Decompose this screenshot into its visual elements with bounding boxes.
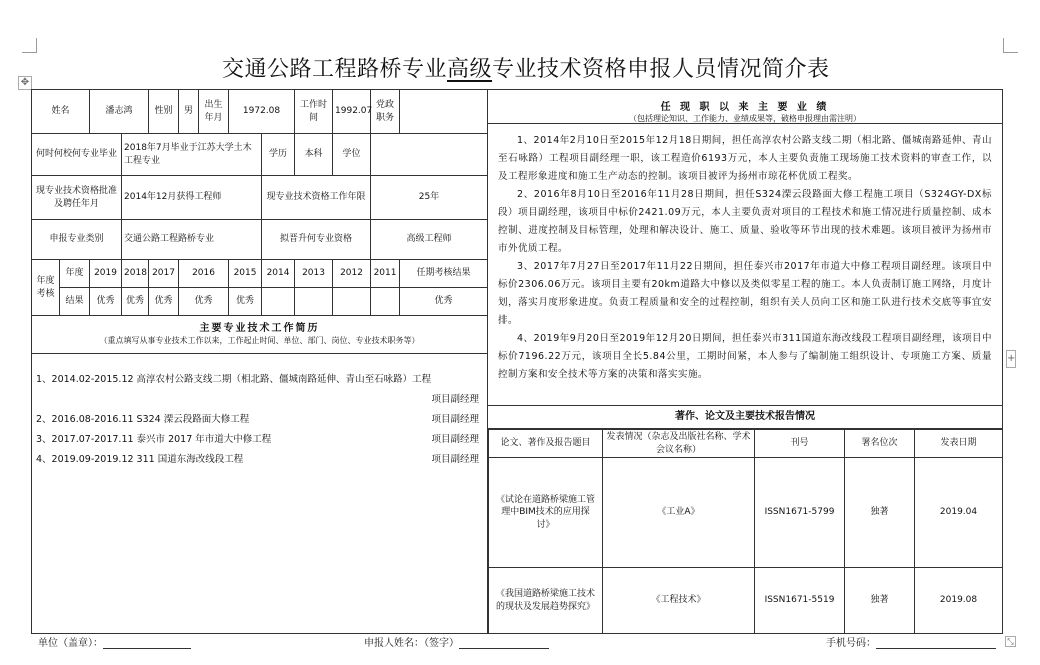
sex-label: 性别 <box>149 90 179 134</box>
assess-result-label: 结果 <box>60 288 90 316</box>
category-label: 申报专业类别 <box>32 220 122 260</box>
achievements-body <box>488 124 1002 406</box>
sex-value: 男 <box>179 90 199 134</box>
pub-col-header: 发表日期 <box>915 430 1003 458</box>
unit-stamp-field[interactable]: 单位（盖章）： <box>38 634 191 649</box>
assess-year: 2013 <box>295 260 333 288</box>
achievements-title: 任 现 职 以 来 主 要 业 绩 <box>660 102 830 113</box>
add-row-icon[interactable]: + <box>1006 350 1016 368</box>
birth-value: 1972.08 <box>229 90 295 134</box>
assess-year-label: 年度 <box>60 260 90 288</box>
achievement-paragraph: 4、2019年9月20日至2019年12月20日期间，担任泰兴市311国道东海改线段工程项目副经理，该项目中标价7196.22万元，该项目全长5.84公里，工期时间紧，本人参与了编制施工组织设计、专项施工方案、质量控制方案和安全技术等方案的决策和落实实施。 <box>498 333 992 380</box>
pub-col-header: 论文、著作及报告题目 <box>489 430 603 458</box>
assess-result: 优秀 <box>229 288 262 316</box>
crop-mark-top-right <box>1003 38 1018 53</box>
assess-result: 优秀 <box>122 288 149 316</box>
pub-date: 2019.04 <box>915 458 1003 568</box>
assess-result: 优秀 <box>90 288 122 316</box>
work-history-header <box>32 316 488 354</box>
party-label: 党政职务 <box>371 90 400 134</box>
work-history-item: 4、2019.09-2019.12 311 国道东海改线段工程 项目副经理 <box>36 454 480 465</box>
degree-label: 学位 <box>333 134 371 176</box>
assess-result <box>333 288 371 316</box>
pub-venue: 《工程技术》 <box>603 568 755 634</box>
edu-label: 学历 <box>262 134 295 176</box>
name-label: 姓名 <box>32 90 90 134</box>
years-label: 现专业技术资格工作年限 <box>262 176 371 220</box>
assess-result <box>371 288 400 316</box>
edu-value: 本科 <box>295 134 333 176</box>
pub-col-header: 署名位次 <box>845 430 915 458</box>
crop-mark-top-left <box>22 38 37 53</box>
resize-handle-icon[interactable]: ⤡ <box>1005 636 1016 647</box>
achievements-header <box>488 90 1002 124</box>
assess-year: 2014 <box>262 260 295 288</box>
table-row <box>489 458 1003 568</box>
assess-year: 2015 <box>229 260 262 288</box>
qualification-value: 2014年12月获得工程师 <box>122 176 262 220</box>
pub-date: 2019.08 <box>915 568 1003 634</box>
years-value: 25年 <box>371 176 488 220</box>
work-history-list <box>32 354 488 634</box>
table-row <box>489 568 1003 634</box>
school-value: 2018年7月毕业于江苏大学土木工程专业 <box>122 134 262 176</box>
achievements-subtitle: （包括理论知识、工作能力、业绩成果等，破格申报理由需注明） <box>629 114 861 123</box>
move-handle-icon[interactable]: ✥ <box>18 76 32 90</box>
publications-table <box>488 429 1003 634</box>
pub-rank: 独著 <box>845 458 915 568</box>
work-history-item: 3、2017.07-2017.11 泰兴市 2017 年市道大中修工程 项目副经理 <box>36 434 480 445</box>
target-label: 拟晋升何专业资格 <box>262 220 371 260</box>
work-history-title: 主要专业技术工作简历 <box>199 323 320 335</box>
achievements-panel <box>487 89 1003 634</box>
publications-header-row <box>489 430 1003 458</box>
pub-title: 《我国道路桥梁施工技术的现状及发展趋势探究》 <box>489 568 603 634</box>
pub-col-header: 刊号 <box>755 430 845 458</box>
assess-result <box>295 288 333 316</box>
assess-year: 2017 <box>149 260 179 288</box>
party-value <box>400 90 488 134</box>
page-title: 交通公路工程路桥专业高级专业技术资格申报人员情况简介表 <box>222 57 830 82</box>
publications-title: 著作、论文及主要技术报告情况 <box>488 406 1002 429</box>
category-value: 交通公路工程路桥专业 <box>122 220 262 260</box>
name-value: 潘志鸿 <box>90 90 149 134</box>
pub-issn: ISSN1671-5799 <box>755 458 845 568</box>
work-time-value: 1992.07 <box>333 90 371 134</box>
work-time-label: 工作时间 <box>295 90 333 134</box>
applicant-signature-field[interactable]: 申报人姓名：（签字） <box>364 634 549 649</box>
assess-year: 2011 <box>371 260 400 288</box>
work-history-item-role: 项目副经理 <box>431 394 480 405</box>
work-history-item: 1、2014.02-2015.12 高淳农村公路支线二期（相北路、僵城南路延伸、青山至石咏路）工程 <box>36 374 432 385</box>
pub-title: 《试论在道路桥梁施工管理中BIM技术的应用探讨》 <box>489 458 603 568</box>
phone-field[interactable]: 手机号码： <box>826 634 996 649</box>
assess-result: 优秀 <box>149 288 179 316</box>
assess-year: 2018 <box>122 260 149 288</box>
achievement-paragraph: 1、2014年2月10日至2015年12月18日期间，担任高淳农村公路支线二期（相北路、僵城南路延伸、青山至石咏路）工程项目副经理一职，该工程造价6193万元，本人主要负责施工现场施工技术资料的审查工作，以及工程形象进度和施工生产动态的控制。该项目被评为扬州市琼花杯优质工程奖。 <box>498 135 992 182</box>
assess-result: 优秀 <box>179 288 229 316</box>
birth-label: 出生年月 <box>199 90 229 134</box>
basic-info-table <box>31 89 488 634</box>
assess-label: 年度考核 <box>32 260 60 316</box>
assess-year: 2012 <box>333 260 371 288</box>
assess-year: 2019 <box>90 260 122 288</box>
term-assess-label: 任期考核结果 <box>400 260 488 288</box>
assess-result <box>262 288 295 316</box>
assess-year-row <box>32 260 488 288</box>
qualification-label: 现专业技术资格批准及聘任年月 <box>32 176 122 220</box>
term-assess-result: 优秀 <box>400 288 488 316</box>
work-history-item: 2、2016.08-2016.11 S324 溧云段路面大修工程 项目副经理 <box>36 414 480 425</box>
work-history-subtitle: （重点填写从事专业技术工作以来，工作起止时间、单位、部门、岗位、专业技术职务等） <box>99 335 420 345</box>
achievement-paragraph: 3、2017年7月27日至2017年11月22日期间，担任泰兴市2017年市道大中修工程项目副经理。该项目中标价2306.06万元。该项目主要有20km道路大中修以及类似零星工程的施工。本人负责制订施工网络，月度计划，落实月度形象进度。负责工程质量和安全的过程控制，组织有关人员向工区和施工队进行技术交底等事宜安排。 <box>498 261 992 326</box>
pub-issn: ISSN1671-5519 <box>755 568 845 634</box>
degree-value <box>371 134 488 176</box>
assess-result-row <box>32 288 488 316</box>
pub-col-header: 发表情况（杂志及出版社名称、学术会议名称） <box>603 430 755 458</box>
pub-venue: 《工业A》 <box>603 458 755 568</box>
pub-rank: 独著 <box>845 568 915 634</box>
achievement-paragraph: 2、2016年8月10日至2016年11月28日期间，担任S324溧云段路面大修工程施工项目（S324GY-DX标段）项目副经理，该项目中标价2421.09万元，本人主要负责对项目的工程技术和施工情况进行质量控制、成本控制、进度控制及目标管理，处理和解决设计、施工、质量、验收等环节出现的技术难题。该项目被评为扬州市市外优质工程。 <box>498 189 992 254</box>
target-value: 高级工程师 <box>371 220 488 260</box>
school-label: 何时何校何专业毕业 <box>32 134 122 176</box>
assess-year: 2016 <box>179 260 229 288</box>
